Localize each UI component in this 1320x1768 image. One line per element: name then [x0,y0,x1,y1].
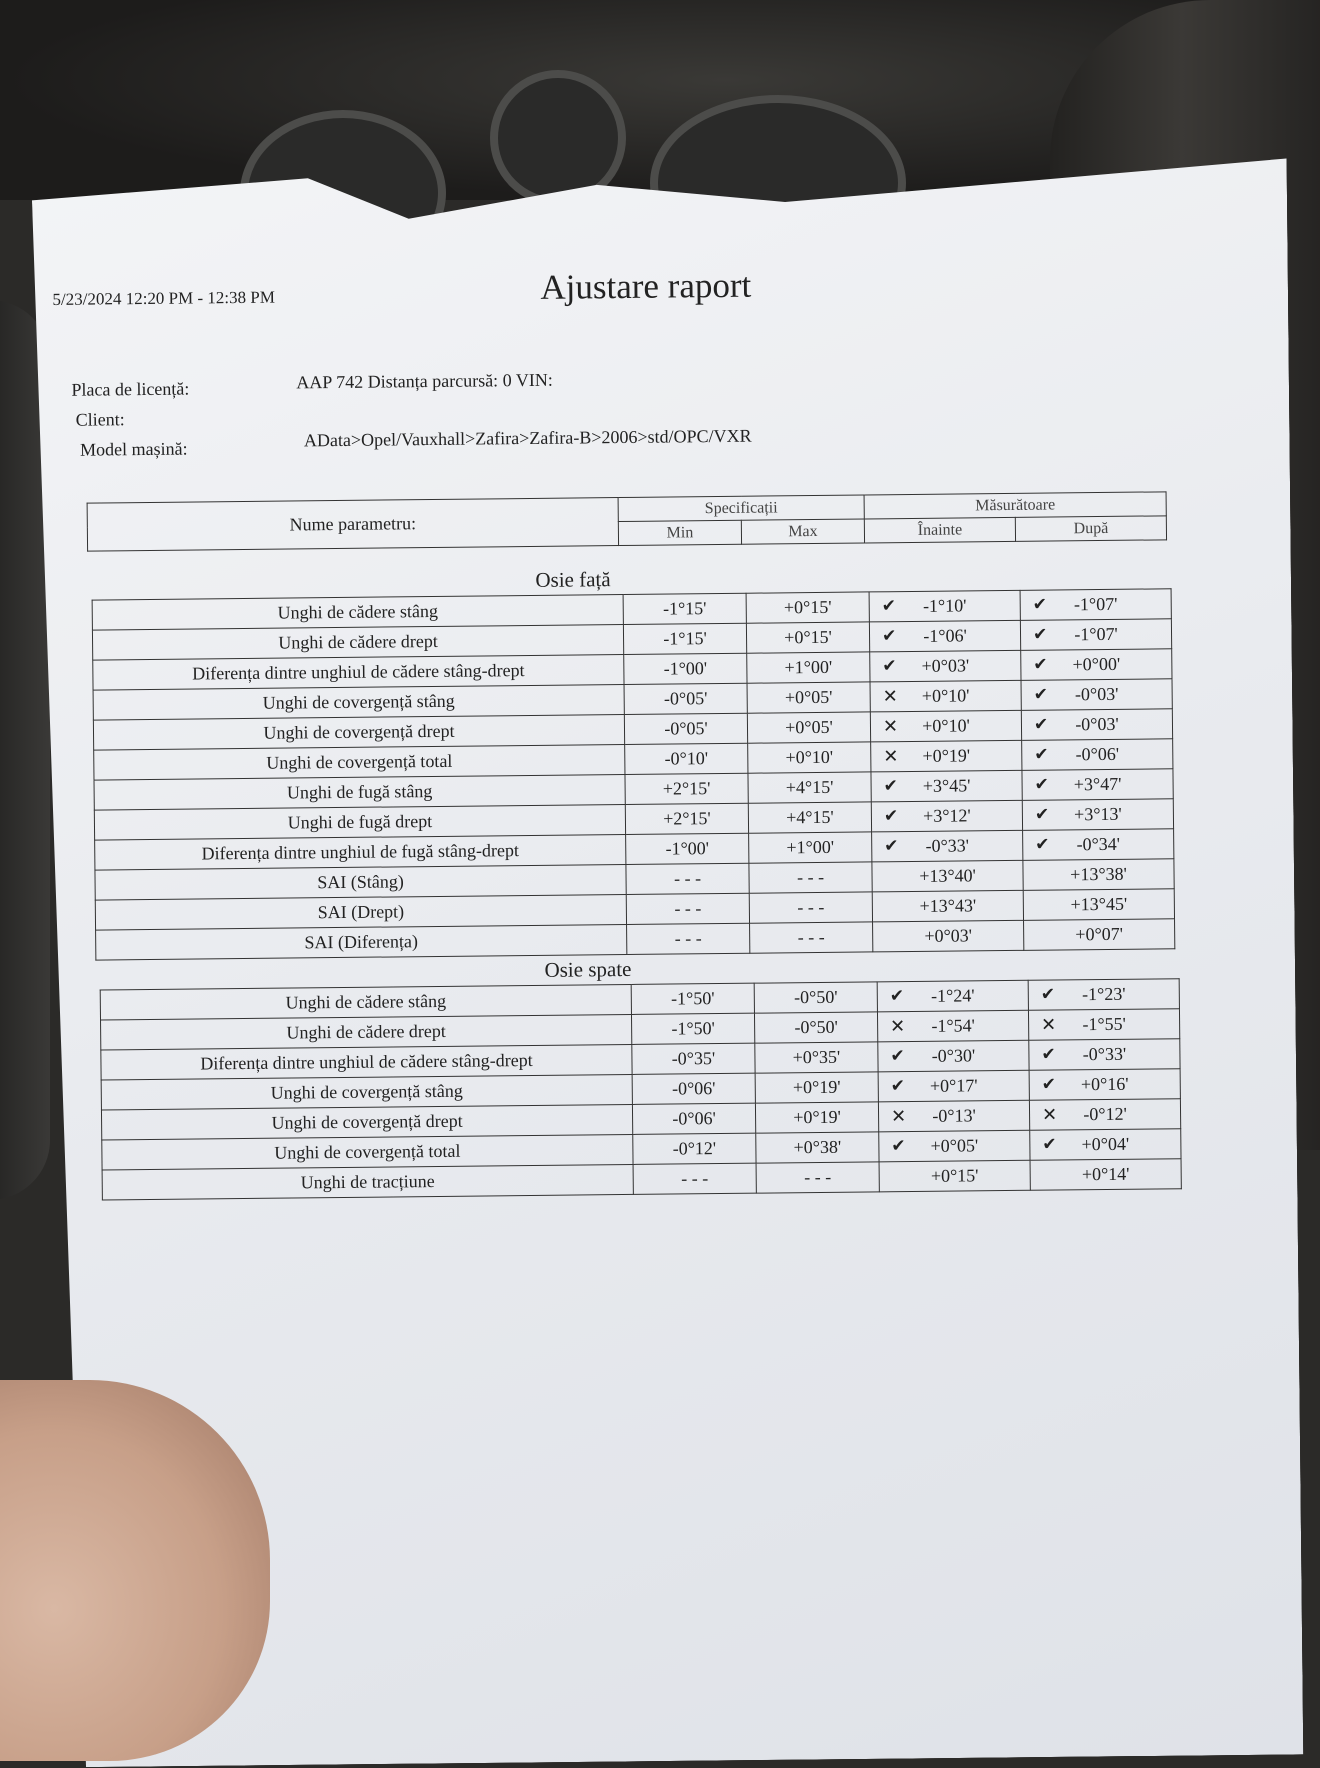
measurement-before [877,980,1028,1012]
cross-icon: ✕ [882,686,898,708]
measurement-before-value: -1°24' [930,985,975,1006]
spec-max-value: - - - [796,866,825,888]
measurement-after-value: +0°00' [1072,653,1121,675]
check-icon: ✔ [1034,744,1049,765]
spec-min [625,743,748,774]
measurement-after [1030,1129,1181,1161]
parameter-name-value: Unghi de covergență stâng [262,690,455,713]
spec-max [747,652,870,683]
client-label: Client: [75,409,125,430]
measurement-after [1020,589,1171,621]
dashboard-gauge-center [490,70,626,206]
measurement-before-value: +3°45' [922,775,971,796]
measurement-after-value: -1°07' [1074,623,1118,645]
report-title: Ajustare raport [540,265,752,307]
parameter-name-value: Unghi de cădere drept [278,630,438,653]
parameter-name-value: Unghi de covergență total [266,750,453,773]
check-icon: ✔ [1042,1134,1057,1155]
measurement-after [1022,799,1173,831]
spec-max-value: +1°00' [786,836,835,858]
measurement-before [877,1010,1028,1042]
spec-max [755,1042,878,1073]
front-axle-table [92,588,1176,960]
measurement-before-value: -0°13' [932,1105,976,1126]
measurement-before-value: -1°06' [923,625,967,646]
measurement-after-value: +3°13' [1074,803,1122,825]
measurement-before [871,770,1022,802]
measurement-after [1030,1159,1181,1191]
check-icon: ✔ [1033,684,1049,705]
spec-max [755,1072,878,1103]
check-icon: ✔ [891,1136,906,1157]
measurement-after-value: -0°03' [1075,713,1119,735]
spec-max-value: +0°19' [792,1076,841,1098]
measurement-before-value: +0°15' [930,1165,979,1186]
measurement-before [873,920,1024,952]
measurement-before [879,1160,1030,1192]
spec-max [748,772,871,803]
check-icon: ✔ [883,776,898,797]
measurement-before [878,1040,1029,1072]
license-label: Placa de licență: [71,378,190,400]
measurement-before [871,800,1022,832]
measurement-after [1029,1099,1180,1131]
parameter-name-value: Diferența dintre unghiul de fugă stâng-drept [201,840,520,864]
check-icon: ✔ [1041,1074,1057,1095]
spec-min-value: -1°00' [663,658,708,679]
measurement-after [1022,739,1173,771]
spec-min-value: - - - [674,898,702,919]
measurement-after [1023,889,1174,921]
spec-max [746,592,869,623]
spec-min-value: - - - [674,928,702,949]
parameter-name [96,924,627,960]
spec-min [626,893,749,924]
spec-max [755,1102,878,1133]
measurement-before [872,860,1023,892]
measurement-after-value: -1°23' [1081,983,1126,1005]
measurement-before [870,650,1021,682]
spec-min [633,1133,756,1164]
spec-max-value: +0°15' [783,596,832,618]
report-timestamp: 5/23/2024 12:20 PM - 12:38 PM [52,287,276,309]
measurement-before-value: +3°12' [923,805,971,826]
spec-max [750,922,873,953]
check-icon: ✔ [883,806,899,827]
measurement-after-value: +13°38' [1070,863,1127,885]
spec-min-value: +2°15' [662,778,711,799]
check-icon: ✔ [881,596,897,617]
spec-min [625,773,748,804]
header-spec: Specificații [618,495,864,522]
measurement-before [870,680,1021,712]
spec-max-value: -0°50' [794,1016,838,1038]
spec-max-value: - - - [797,896,825,918]
header-name: Nume parametru: [87,498,618,552]
measurement-before-value: +0°17' [929,1075,978,1096]
measurement-after [1021,679,1172,711]
parameter-name-value: Unghi de cădere stâng [285,990,447,1013]
spec-max [754,1012,877,1043]
spec-min [627,923,750,954]
spec-min-value: -0°10' [664,748,709,769]
measurement-after-value: -0°33' [1082,1043,1127,1065]
cross-icon: ✕ [882,716,899,738]
spec-min-value: +2°15' [663,808,711,829]
spec-max [747,712,870,743]
parameter-name-value: Unghi de covergență stâng [270,1080,463,1103]
measurement-after-value: +0°07' [1075,923,1124,945]
spec-max-value: +0°05' [785,716,833,738]
spec-max-value: +0°05' [784,686,833,708]
measurement-before [869,590,1020,622]
parameter-name-value: Unghi de cădere drept [286,1020,446,1043]
check-icon: ✔ [1032,594,1048,615]
spec-max-value: +4°15' [786,806,834,828]
spec-min [632,1103,755,1134]
measurement-after [1023,859,1174,891]
spec-min [632,1043,755,1074]
parameter-name-value: Unghi de tracțiune [300,1171,435,1193]
measurement-after [1023,829,1174,861]
spec-min-value: -1°15' [662,598,707,619]
spec-max [746,622,869,653]
spec-min-value: -0°05' [664,718,708,739]
measurement-before-value: -1°54' [931,1015,975,1036]
measurement-before [879,1130,1030,1162]
spec-min-value: -0°06' [672,1108,716,1129]
cross-icon: ✕ [883,746,899,768]
check-icon: ✔ [1040,984,1056,1005]
spec-min-value: -1°00' [665,838,710,859]
measurement-after [1024,919,1175,951]
measurement-before [872,830,1023,862]
parameter-name-value: SAI (Stâng) [317,871,404,893]
parameter-name-value: Unghi de cădere stâng [277,600,439,623]
parameter-name-value: Unghi de covergență drept [263,720,455,743]
parameter-name-value: Unghi de covergență total [274,1140,461,1163]
measurement-after [1029,1069,1180,1101]
measurement-before-value: -0°30' [931,1045,976,1066]
spec-max-value: - - - [797,926,825,948]
measurement-before [872,890,1023,922]
check-icon: ✔ [890,1076,906,1097]
parameter-name-value: Unghi de covergență drept [271,1110,463,1133]
check-icon: ✔ [1033,654,1048,675]
measurement-after-value: -0°06' [1075,743,1120,765]
measurement-after-value: -0°12' [1083,1103,1127,1125]
spec-min [626,833,749,864]
check-icon: ✔ [1034,774,1049,795]
check-icon: ✔ [890,1046,905,1067]
spec-min-value: -1°15' [663,628,707,649]
check-icon: ✔ [1035,834,1050,855]
spec-max-value: +0°10' [785,746,834,768]
cross-icon: ✕ [1041,1014,1057,1036]
cross-icon: ✕ [1041,1104,1058,1126]
measurement-after [1028,1009,1179,1041]
header-min: Min [618,520,741,545]
measurement-before [871,740,1022,772]
parameter-name-value: Unghi de fugă stâng [286,781,433,803]
cross-icon: ✕ [890,1106,907,1128]
model-value: AData>Opel/Vauxhall>Zafira>Zafira-B>2006>std/OPC/VXR [303,425,752,451]
spec-max [756,1162,879,1193]
check-icon: ✔ [882,656,897,677]
check-icon: ✔ [881,626,897,647]
spec-max [748,802,871,833]
spec-max [754,982,877,1013]
spec-max [749,892,872,923]
spec-max-value: +0°19' [793,1106,841,1128]
spec-min [624,653,747,684]
spec-min-value: -0°06' [671,1078,716,1099]
measurement-after-value: +3°47' [1073,773,1122,795]
spec-max [748,742,871,773]
measurement-after-value: -1°07' [1073,593,1118,615]
measurement-before-value: +0°03' [924,925,973,946]
measurement-before [878,1070,1029,1102]
model-label: Model mașină: [79,438,188,460]
measurement-after-value: +0°16' [1080,1073,1129,1095]
check-icon: ✔ [889,986,905,1007]
spec-min-value: -1°50' [671,1018,715,1039]
spec-max [749,862,872,893]
spec-min-value: -0°12' [672,1138,717,1159]
rear-axle-title: Osie spate [544,956,632,982]
measurement-after [1022,769,1173,801]
check-icon: ✔ [1033,714,1049,735]
spec-min [631,1013,754,1044]
spec-max-value: +1°00' [784,656,833,678]
measurement-before [869,620,1020,652]
header-meas: Măsurătoare [864,492,1166,519]
spec-min-value: -1°50' [670,988,715,1009]
parameter-name [102,1164,633,1200]
measurement-before-value: +13°43' [919,895,977,916]
spec-min-value: -0°05' [663,688,708,709]
spec-max-value: +0°15' [784,626,832,648]
spec-min-value: - - - [681,1168,709,1189]
spec-max-value: - - - [804,1166,832,1188]
measurement-after-value: -0°03' [1074,683,1119,705]
measurement-before-value: -1°10' [922,595,967,616]
measurement-after-value: -0°34' [1076,833,1121,855]
spec-min [624,683,747,714]
check-icon: ✔ [1041,1044,1056,1065]
measurement-after [1021,649,1172,681]
rear-axle-table [100,978,1182,1200]
spec-min [633,1163,756,1194]
measurement-after-value: +0°14' [1081,1163,1130,1185]
measurement-before-value: +0°10' [921,685,970,706]
measurement-before-value: +0°05' [930,1135,979,1156]
license-value: AAP 742 Distanța parcursă: 0 VIN: [296,369,553,393]
spec-min [625,803,748,834]
measurement-after-value: +0°04' [1081,1133,1130,1155]
measurement-before-value: -0°33' [925,835,970,856]
spec-min [624,713,747,744]
front-axle-title: Osie față [535,567,611,592]
parameter-name-value: Diferența dintre unghiul de cădere stâng-drept [200,1049,533,1074]
spec-max-value: +0°38' [793,1136,842,1158]
measurement-after [1021,709,1172,741]
check-icon: ✔ [1034,804,1050,825]
measurement-before [870,710,1021,742]
parameter-name-value: Unghi de fugă drept [287,811,433,833]
spec-min [632,1073,755,1104]
spec-min [631,983,754,1014]
check-icon: ✔ [1032,624,1048,645]
parameter-name-value: SAI (Diferența) [304,931,419,953]
measurement-after [1020,619,1171,651]
spec-min [623,593,746,624]
spec-max-value: +4°15' [785,776,834,798]
measurement-before-value: +0°03' [921,655,970,676]
cross-icon: ✕ [890,1016,906,1038]
measurement-before [878,1100,1029,1132]
measurement-after [1029,1039,1180,1071]
spec-max [749,832,872,863]
spec-max-value: -0°50' [793,986,838,1008]
header-before: Înainte [864,517,1015,543]
header-max: Max [741,519,864,544]
parameter-name-value: SAI (Drept) [317,901,405,923]
spec-max [756,1132,879,1163]
spec-min-value: - - - [673,868,702,889]
measurement-before-value: +0°19' [922,745,971,766]
measurement-after-value: -1°55' [1082,1013,1126,1035]
measurement-after-value: +13°45' [1070,893,1128,915]
spec-min-value: -0°35' [671,1048,716,1069]
check-icon: ✔ [884,836,899,857]
spec-min [623,623,746,654]
measurement-before-value: +13°40' [919,865,976,886]
measurement-after [1028,979,1179,1011]
spec-max-value: +0°35' [792,1046,841,1068]
measurement-before-value: +0°10' [922,715,970,736]
parameter-name-value: Diferența dintre unghiul de cădere stâng-drept [192,660,525,684]
spec-max [747,682,870,713]
header-after: După [1015,516,1166,542]
spec-min [626,863,749,894]
